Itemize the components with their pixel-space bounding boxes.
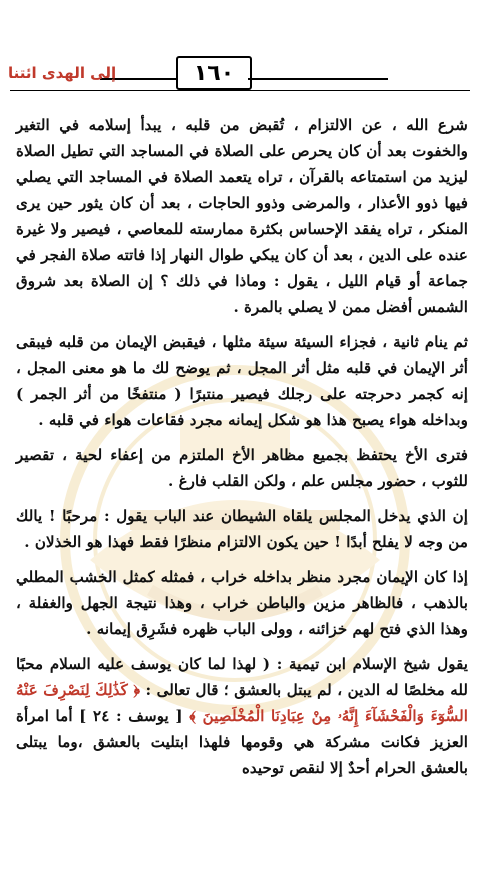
paragraph-quote: [16, 651, 468, 781]
quran-verse: ﴿ كَذَٰلِكَ لِنَصْرِفَ عَنْهُ السُّوٓءَ وَالْفَحْشَآءَ إِنَّهُۥ مِنْ عِبَادِنَا الْمُخْلَصِينَ ﴾: [16, 681, 468, 725]
paragraph: ثم ينام ثانية ، فجزاء السيئة سيئة مثلها ، فيقبض الإيمان من قلبه فيبقى أثر الإيمان في قلبه مثل أثر المجل ، ثم يوضح لك ما هو معنى المجل ، إنه كجمر دحرجته على رجلك فيصير منتبرًا ( منتفخًا من أثر الجمر ) وبداخله هواء يصبح هذا هو شكل إيمانه مجرد فقاعات هواء في قلبه .: [16, 333, 468, 429]
header-rule-right: [248, 78, 388, 80]
paragraph-text: يقول شيخ الإسلام ابن تيمية : ( لهذا لما كان يوسف عليه السلام محبًا لله مخلصًا له الدين ، لم يبتل بالعشق ؛ قال تعالى :: [16, 655, 468, 699]
running-title: إلى الهدى ائتنا: [8, 64, 117, 82]
paragraph: إذا كان الإيمان مجرد منظر بداخله خراب ، فمثله كمثل الخشب المطلي بالذهب ، فالظاهر مزين والباطن خراب ، وهذا نتيجة الجهل والغفلة ، وهذا الذي فتح لهم خزائنه ، وولى الباب ظهره فشَرِق إيمانه .: [16, 568, 468, 638]
page-body: [16, 112, 468, 790]
header-underline: [10, 90, 470, 91]
paragraph: فترى الأخ يحتفظ بجميع مظاهر الأخ الملتزم من إعفاء لحية ، تقصير للثوب ، حضور مجلس علم ، ولكن القلب فارغ .: [16, 446, 468, 490]
page-number: ١٦٠: [176, 56, 252, 90]
paragraph: شرع الله ، عن الالتزام ، تُقبض من قلبه ، يبدأ إسلامه في التغير والخفوت بعد أن كان يحرص على الصلاة في المساجد التي تطيل الصلاة ليزيد من استمتاعه بالقرآن ، تراه يتعمد الصلاة في المساجد التي يصلي فيها ذوو الأعذار ، والمرضى وذوو الحاجات ، بعد أن كان يثور حين يرى المنكر ، تراه يفقد الإحساس بكثرة ممارسته للمعاصي ، فيصير ولا غيرة عنده على الدين ، بعد أن كان يبكي طوال النهار إذا فاتته صلاة الفجر في جماعة أو قيام الليل ، يقول : وماذا في ذلك ؟ إن الصلاة بعد شروق الشمس أفضل ممن لا يصلي بالمرة .: [16, 116, 468, 316]
page-header: [0, 56, 480, 96]
paragraph-text: [ يوسف : ٢٤ ] أما امرأة العزيز فكانت مشركة هي وقومها فلهذا ابتليت بالعشق ،وما يبتلى بالعشق الحرام أحدٌ إلا لنقص توحيده: [16, 707, 468, 777]
paragraph: إن الذي يدخل المجلس يلقاه الشيطان عند الباب يقول : مرحبًا ! يالك من وجه لا يفلح أبدًا ! حين يكون الالتزام منظرًا فقط فهذا هو الخذلان .: [16, 507, 468, 551]
